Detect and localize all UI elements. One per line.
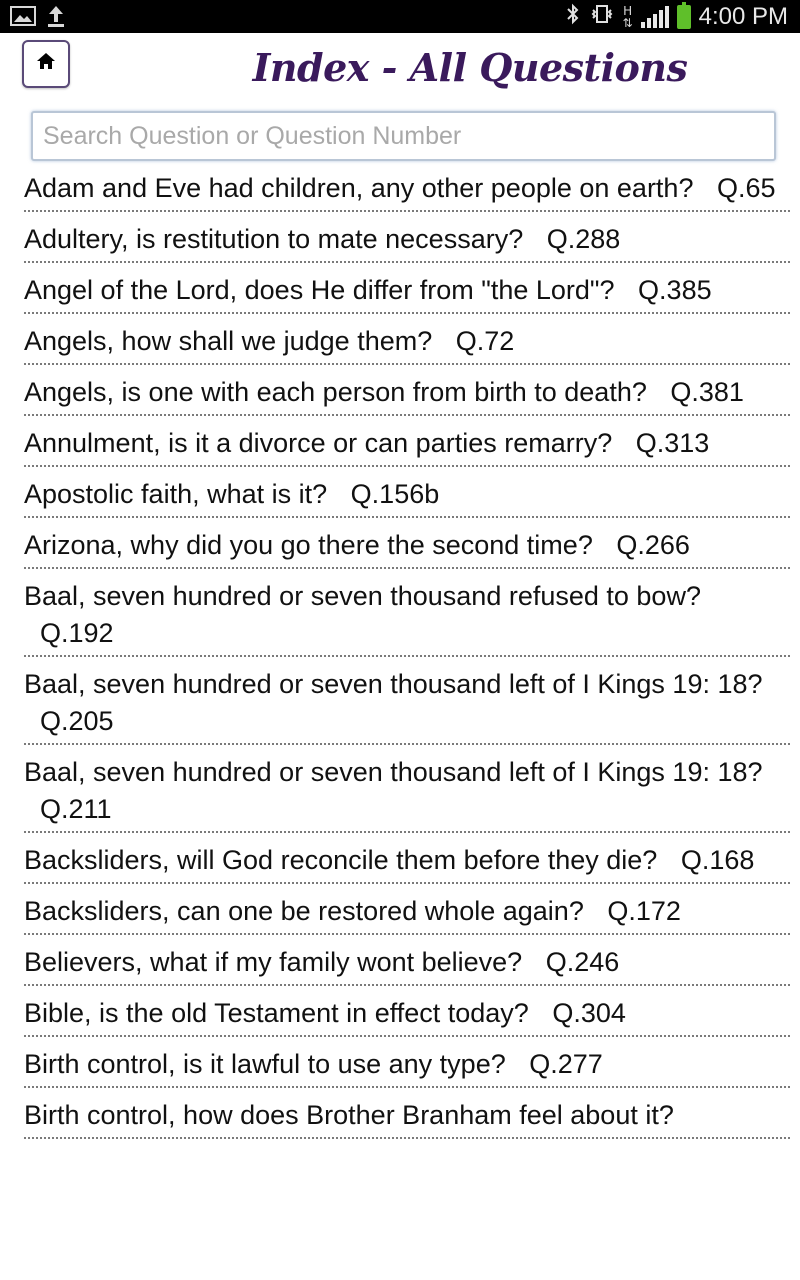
question-text: Angel of the Lord, does He differ from "the Lord"? (24, 275, 615, 305)
status-time: 4:00 PM (698, 3, 788, 30)
list-item[interactable] (24, 525, 790, 569)
question-text: Baal, seven hundred or seven thousand left of I Kings 19: 18? (24, 757, 763, 787)
list-item[interactable] (24, 423, 790, 467)
question-number: Q.313 (635, 428, 710, 458)
page-title: Index - All Questions (252, 45, 688, 90)
question-text: Annulment, is it a divorce or can parties remarry? (24, 428, 613, 458)
question-text: Birth control, how does Brother Branham feel about it? (24, 1100, 674, 1130)
question-text: Backsliders, will God reconcile them before they die? (24, 845, 658, 875)
question-text: Baal, seven hundred or seven thousand refused to bow? (24, 581, 701, 611)
question-text: Angels, is one with each person from birth to death? (24, 377, 647, 407)
battery-icon (677, 5, 691, 29)
question-number: Q.211 (40, 794, 112, 824)
list-item[interactable] (24, 840, 790, 884)
question-number: Q.385 (638, 275, 712, 305)
question-number: Q.192 (40, 618, 114, 648)
list-item[interactable] (24, 219, 790, 263)
vibrate-icon (589, 2, 615, 32)
list-item[interactable] (24, 891, 790, 935)
question-text: Adultery, is restitution to mate necessary? (24, 224, 524, 254)
upload-icon (46, 4, 66, 34)
question-number: Q.205 (40, 706, 114, 736)
question-number: Q.266 (616, 530, 690, 560)
home-icon (36, 51, 56, 77)
question-text: Arizona, why did you go there the second time? (24, 530, 593, 560)
question-text: Believers, what if my family wont believe? (24, 947, 523, 977)
list-item[interactable] (24, 576, 790, 657)
question-text: Bible, is the old Testament in effect today? (24, 998, 529, 1028)
question-number: Q.172 (607, 896, 681, 926)
list-item[interactable] (24, 752, 790, 833)
question-text: Birth control, is it lawful to use any type? (24, 1049, 506, 1079)
list-item[interactable] (24, 270, 790, 314)
list-item[interactable] (24, 1044, 790, 1088)
question-number: Q.72 (455, 326, 515, 356)
list-item[interactable] (24, 1095, 790, 1139)
hspa-icon: H ⇅ (622, 4, 633, 30)
list-item[interactable] (24, 168, 790, 212)
question-list[interactable] (0, 168, 800, 1146)
question-number: Q.246 (545, 947, 620, 977)
search-input[interactable] (31, 111, 776, 161)
list-item[interactable] (24, 474, 790, 518)
question-number: Q.288 (546, 224, 621, 254)
question-number: Q.277 (529, 1049, 603, 1079)
list-item[interactable] (24, 321, 790, 365)
question-number: Q.168 (680, 845, 755, 875)
list-item[interactable] (24, 372, 790, 416)
image-icon (10, 4, 36, 34)
list-item[interactable] (24, 993, 790, 1037)
question-text: Adam and Eve had children, any other people on earth? (24, 173, 694, 203)
question-number: Q.65 (716, 173, 776, 203)
list-item[interactable] (24, 942, 790, 986)
bluetooth-icon (565, 2, 581, 32)
question-text: Angels, how shall we judge them? (24, 326, 433, 356)
question-text: Baal, seven hundred or seven thousand left of I Kings 19: 18? (24, 669, 763, 699)
question-text: Apostolic faith, what is it? (24, 479, 328, 509)
signal-icon (641, 6, 669, 28)
question-number: Q.381 (670, 377, 744, 407)
question-number: Q.304 (552, 998, 626, 1028)
question-number: Q.156b (350, 479, 440, 509)
question-text: Backsliders, can one be restored whole again? (24, 896, 584, 926)
home-button[interactable] (22, 40, 70, 88)
status-bar (0, 0, 800, 33)
list-item[interactable] (24, 664, 790, 745)
